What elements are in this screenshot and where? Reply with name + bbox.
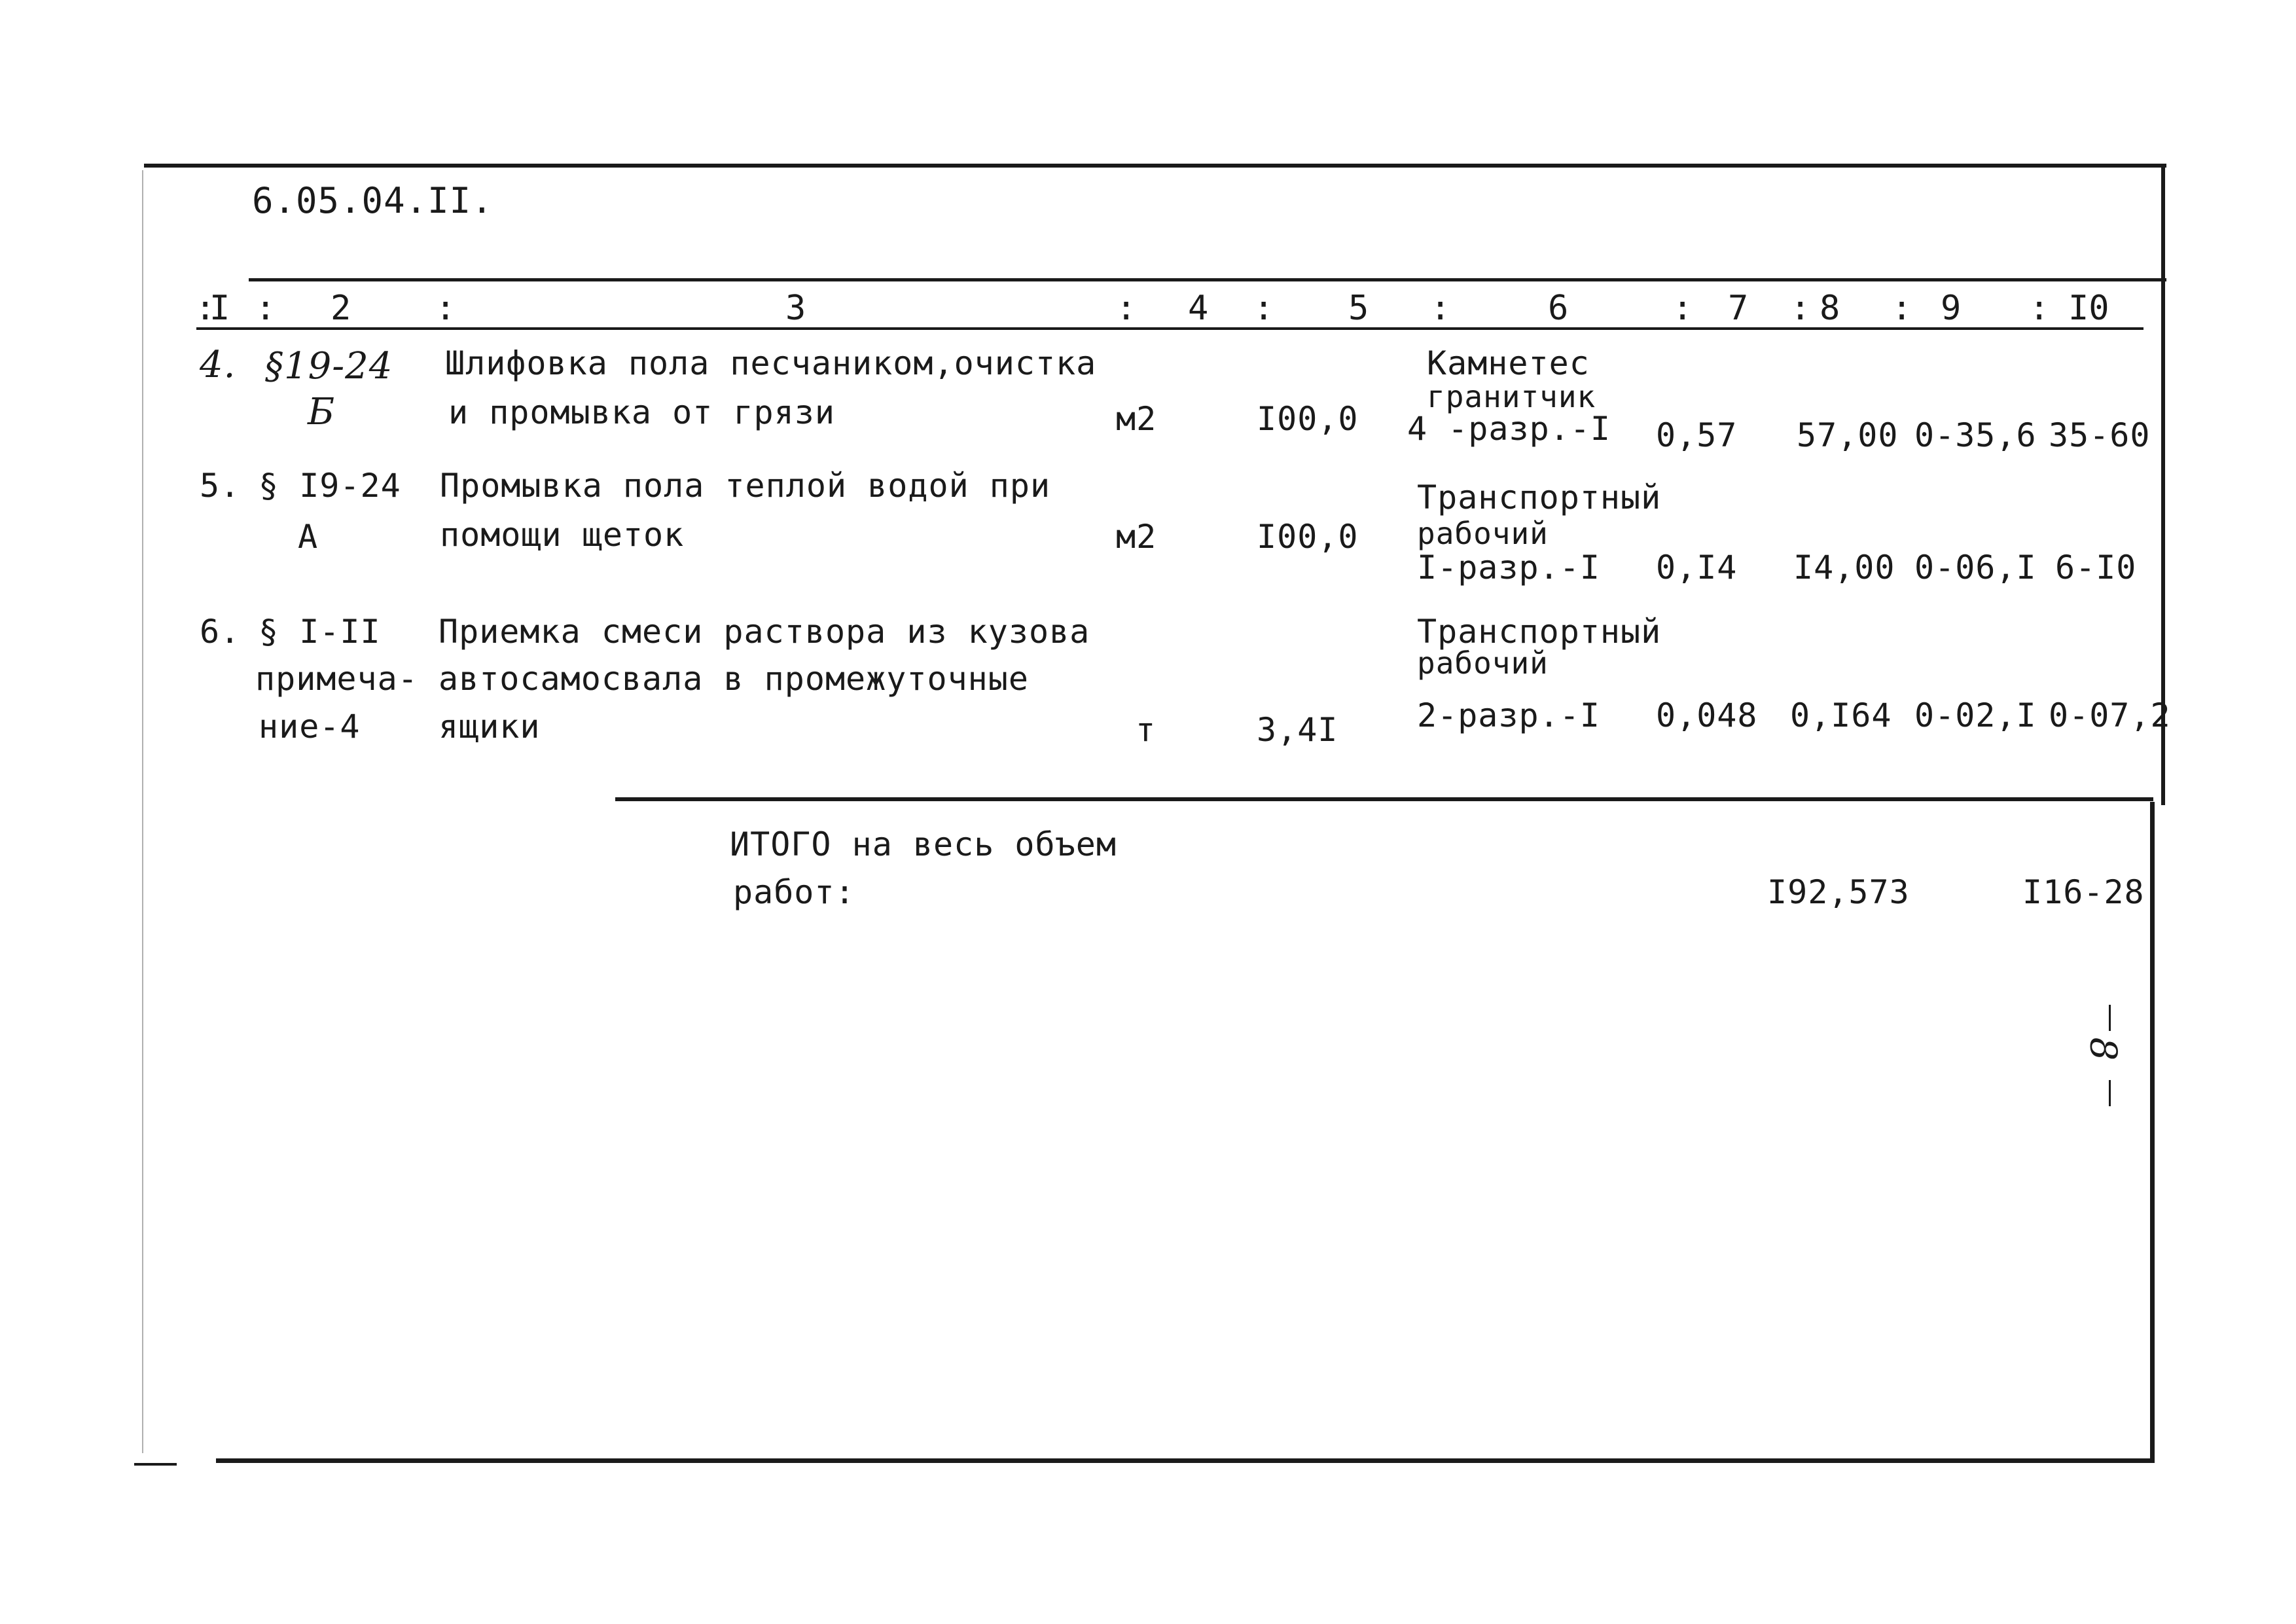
header-col-4: 4 [1188,289,1209,328]
frame-left-dash [134,1463,177,1466]
row-col-7: 0,048 [1656,696,1758,734]
row-unit: т [1136,711,1157,749]
total-col-10: I16-28 [2022,873,2145,911]
header-separator: : [255,289,276,328]
row-unit: м2 [1116,400,1157,438]
header-separator: : [435,289,456,328]
row-worker: рабочий [1417,516,1549,551]
row-col-8: 0,I64 [1790,696,1892,734]
frame-top-line [144,164,2166,168]
document-code: 6.05.04.II. [252,180,493,221]
page-mark-dash [2109,1080,2111,1106]
row-number: 6. [200,613,241,651]
row-col-10: 6-I0 [2055,549,2137,586]
frame-right-line-lower [2150,802,2155,1463]
header-row [0,291,2296,331]
row-col-9: 0-06,I [1914,549,2037,586]
frame-bottom-line [216,1458,2153,1463]
header-separator: : [1672,289,1693,328]
row-worker: рабочий [1417,645,1549,681]
row-col-8: I4,00 [1793,549,1895,586]
row-quantity: 3,4I [1257,711,1338,749]
row-col-9: 0-35,6 [1914,416,2037,454]
row-number: 4. [200,344,236,386]
row-col-10: 35-60 [2049,416,2151,454]
header-col-2: 2 [331,289,351,328]
header-col-9: 9 [1941,289,1962,328]
total-label: ИТОГО на весь объем [730,825,1117,863]
page-mark: 8 [2081,1037,2125,1061]
row-unit: м2 [1116,518,1157,556]
header-col-8: 8 [1820,289,1840,328]
row-col-9: 0-02,I [1914,696,2037,734]
header-col-10: I0 [2068,289,2109,328]
header-separator: : [1892,289,1912,328]
total-label: работ: [733,873,855,911]
row-description-line: Промывка пола теплой водой при [440,467,1051,505]
header-separator: : [2029,289,2050,328]
row-reference: § I-II [259,613,381,651]
row-description-line: Шлифовка пола песчаником,очистка [445,344,1097,382]
header-separator: : [195,289,216,328]
row-col-7: 0,I4 [1656,549,1738,586]
frame-left-edge [142,170,143,1453]
header-separator: : [1253,289,1274,328]
row-reference-note: ние-4 [259,708,361,746]
row-reference-suffix: А [298,518,319,556]
header-col-5: 5 [1348,289,1369,328]
header-col-6: 6 [1548,289,1569,328]
total-separator-line [615,797,2153,801]
header-top-line [249,278,2166,281]
row-worker-grade: 2-разр.-I [1417,696,1600,734]
header-col-1: I [209,289,230,328]
header-col-3: 3 [785,289,806,328]
row-worker-grade: I-разр.-I [1417,549,1600,586]
row-reference: §19-24 [265,345,393,388]
header-separator: : [1430,289,1451,328]
row-description-line: ящики [439,708,541,746]
row-col-7: 0,57 [1656,416,1738,454]
row-col-8: 57,00 [1797,416,1899,454]
header-separator: : [1116,289,1137,328]
row-quantity: I00,0 [1257,400,1359,438]
total-col-8: I92,573 [1767,873,1910,911]
row-worker: Транспортный [1417,613,1662,651]
row-worker: Транспортный [1417,478,1662,516]
row-description-line: автосамосвала в промежуточные [439,660,1029,698]
row-col-10: 0-07,2 [2049,696,2171,734]
row-worker-grade: 4 -разр.-I [1407,410,1611,448]
row-reference-suffix: Б [308,391,336,433]
row-quantity: I00,0 [1257,518,1359,556]
row-description-line: и промывка от грязи [448,393,835,431]
row-description-line: Приемка смеси раствора из кузова [439,613,1090,651]
row-worker: гранитчик [1427,379,1596,414]
row-description-line: помощи щеток [440,516,685,554]
row-reference: § I9-24 [259,467,401,505]
header-col-7: 7 [1728,289,1749,328]
page-mark-dash [2109,1005,2111,1031]
row-worker: Камнетес [1427,344,1590,382]
row-number: 5. [200,467,241,505]
row-reference-note: примеча- [255,660,418,698]
header-separator: : [1790,289,1811,328]
